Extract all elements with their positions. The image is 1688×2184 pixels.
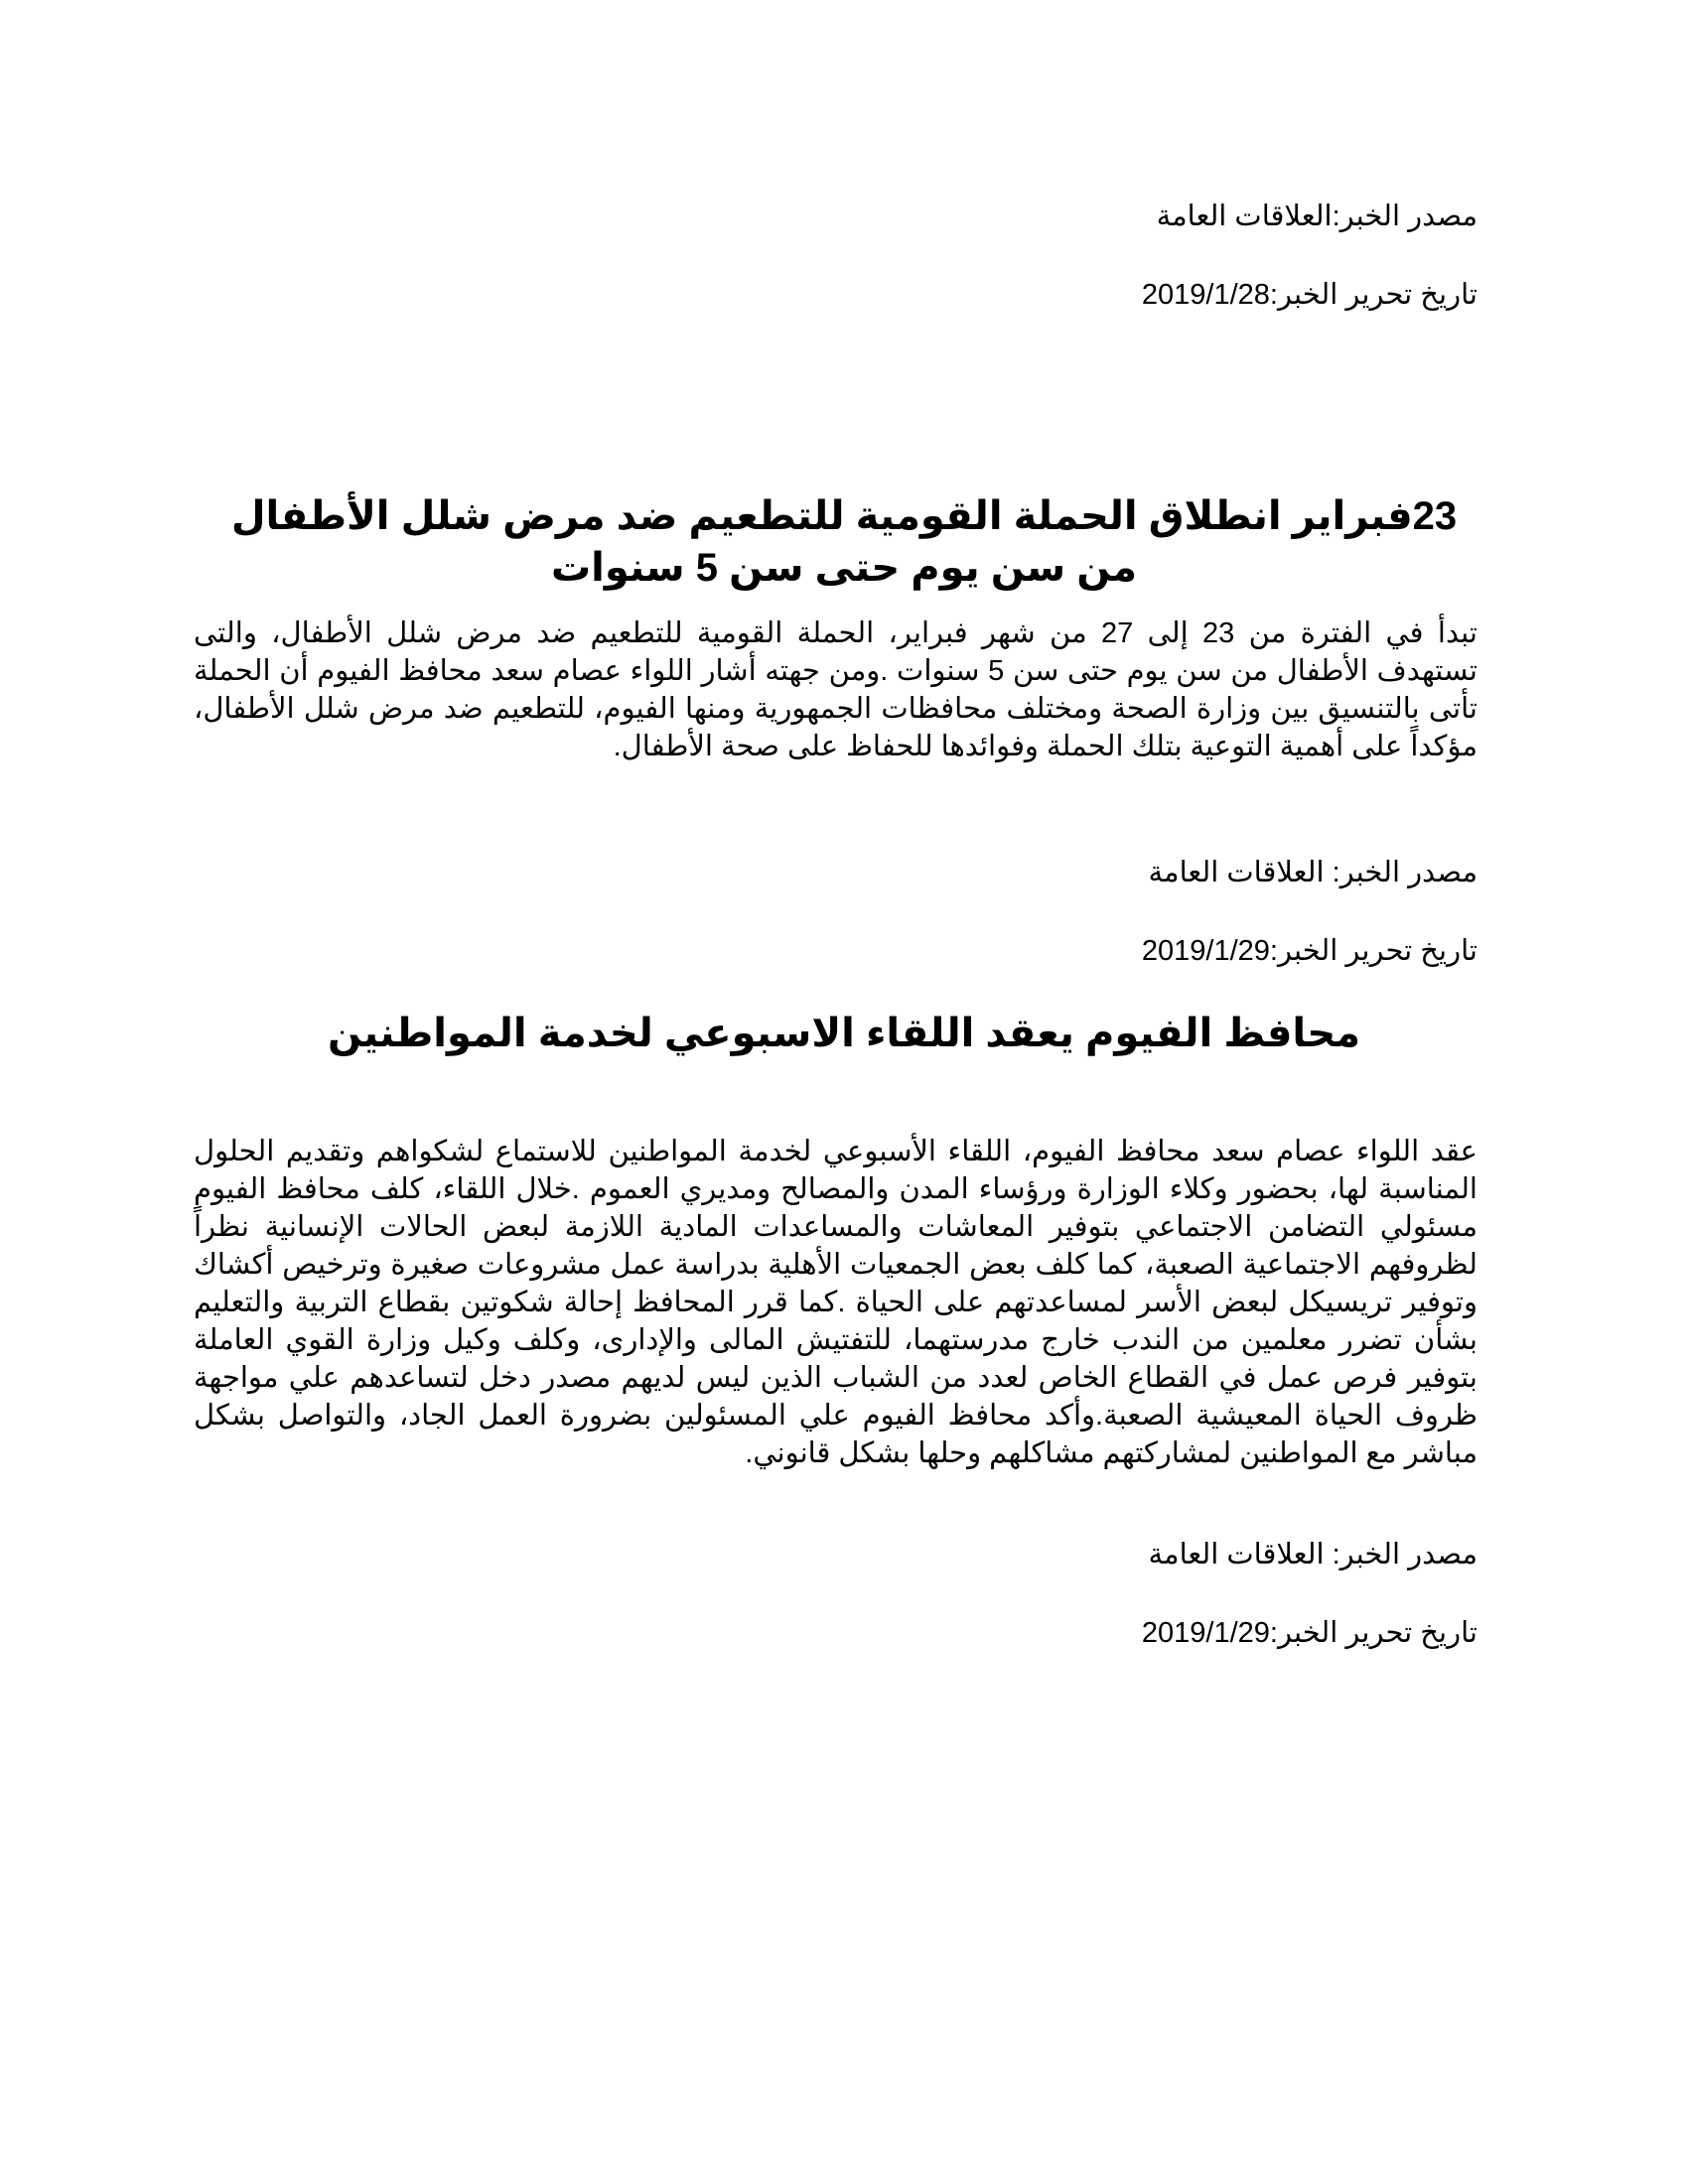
article-title-line-2: من سن يوم حتى سن 5 سنوات [550,546,1138,590]
article-body: تبدأ في الفترة من 23 إلى 27 من شهر فبراير، الحملة القومية للتطعيم ضد مرض شلل الأطفال، والتى تستهدف الأطفال من سن يوم حتى سن 5 سنوات .ومن جهته أشار اللواء عصام سعد محافظ الفيوم أن الحملة تأتى بالتنسيق بين وزارة الصحة ومختلف محافظات الجمهورية ومنها الفيوم، للتطعيم ضد مرض شلل الأطفال، مؤكداً على أهمية التوعية بتلك الحملة وفوائدها للحفاظ على صحة الأطفال. [194,617,1478,762]
news-date-line: تاريخ تحرير الخبر:2019/1/29 [1141,1617,1477,1649]
news-source-line: مصدر الخبر:العلاقات العامة [1156,201,1477,232]
news-date-line: تاريخ تحرير الخبر:2019/1/28 [1141,279,1477,311]
news-date-line: تاريخ تحرير الخبر:2019/1/29 [1141,935,1477,967]
news-source-line: مصدر الخبر: العلاقات العامة [1148,1539,1477,1570]
article-title: محافظ الفيوم يعقد اللقاء الاسبوعي لخدمة المواطنين [327,1012,1361,1055]
article-body: عقد اللواء عصام سعد محافظ الفيوم، اللقاء الأسبوعي لخدمة المواطنين للاستماع لشكواهم وتقديم الحلول المناسبة لها، بحضور وكلاء الوزارة ورؤساء المدن والمصالح ومديري العموم .خلال اللقاء، كلف محافظ الفيوم مسئولي التضامن الاجتماعي بتوفير المعاشات والمساعدات المادية اللازمة لبعض الحالات الإنسانية نظراً لظروفهم الاجتماعية الصعبة، كما كلف بعض الجمعيات الأهلية بدراسة عمل مشروعات صغيرة وترخيص أكشاك وتوفير تريسيكل لبعض الأسر لمساعدتهم على الحياة .كما قرر المحافظ إحالة شكوتين بقطاع التربية والتعليم بشأن تضرر معلمين من الندب خارج مدرستهما، للتفتيش المالى والإدارى، وكلف وكيل وزارة القوي العاملة بتوفير فرص عمل في القطاع الخاص لعدد من الشباب الذين ليس لديهم مصدر دخل لتساعدهم علي مواجهة ظروف الحياة المعيشية الصعبة.وأكد محافظ الفيوم علي المسئولين بضرورة العمل الجاد، والتواصل بشكل مباشر مع المواطنين لمشاركتهم مشاكلهم وحلها بشكل قانوني. [194,1136,1477,1469]
article-title-line-1: 23فبراير انطلاق الحملة القومية للتطعيم ضد مرض شلل الأطفال [230,494,1458,538]
news-source-line: مصدر الخبر: العلاقات العامة [1148,857,1477,888]
